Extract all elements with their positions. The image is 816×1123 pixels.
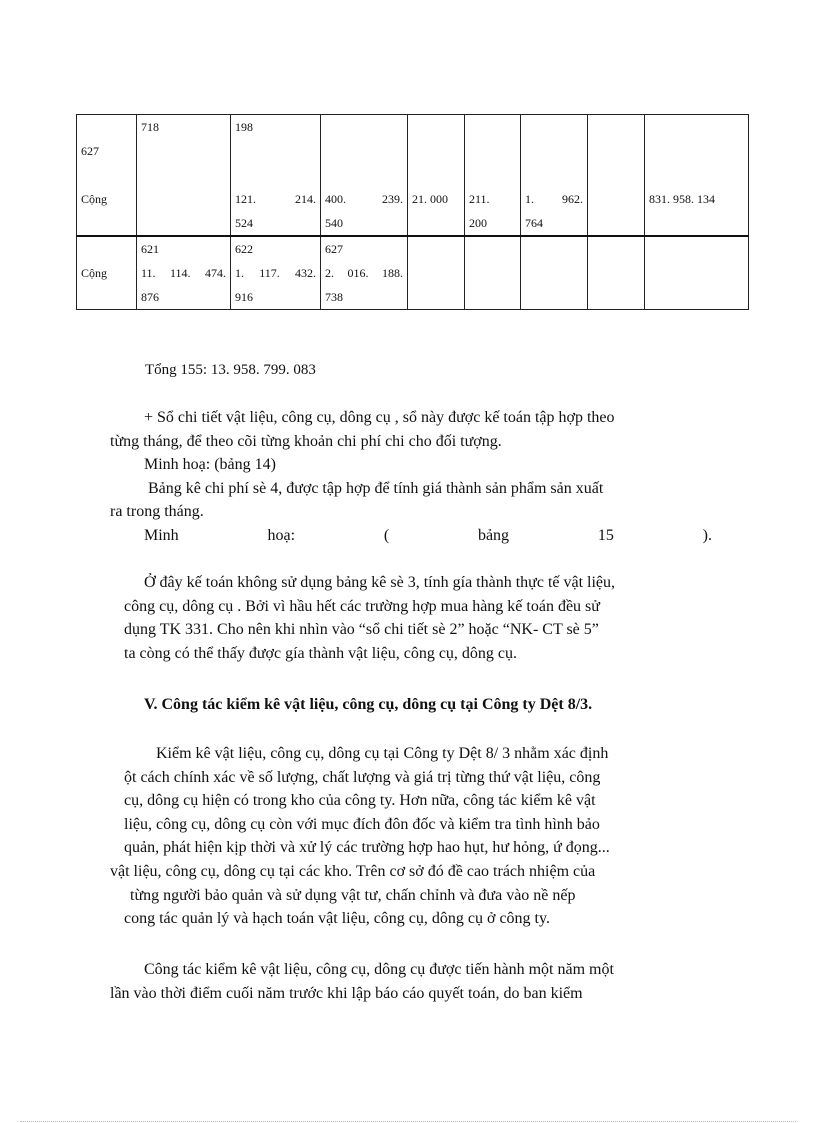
- table-cell: [521, 236, 588, 310]
- table-cell: [588, 115, 645, 237]
- paragraph: Công tác kiểm kê vật liệu, công cụ, dông cụ được tiến hành một năm một lần vào thời điểm cuối năm trước khi lập báo cáo quyết toán, do ban kiểm: [110, 961, 614, 1002]
- table-cell: 400. 239. 540: [321, 115, 408, 237]
- table-cell: [588, 236, 645, 310]
- paragraph: Ở đây kế toán không sử dụng bảng kê sè 3, tính gía thành thực tế vật liệu, công cụ, dông cụ . Bởi vì hầu hết các trường hợp mua hàng kế toán đều sử dụng TK 331. Cho nên khi nhìn vào “sổ chi tiết sè 2” hoặc “NK- CT sè 5” ta còng có thể thấy được gía thành vật liệu, công cụ, dông cụ.: [124, 574, 616, 662]
- table-cell: 627 Cộng: [77, 115, 137, 237]
- paragraph: Kiểm kê vật liệu, công cụ, dông cụ tại Công ty Dệt 8/ 3 nhằm xác định ột cách chính xác về số lượng, chất lượng và giá trị từng thứ vật liệu, công cụ, dông cụ hiện có trong kho của công ty. Hơn nữa, công tác kiểm kê vật liệu, công cụ, dông cụ còn với mục đích đôn đốc và kiểm tra tình hình bảo quản, phát hiện kịp thời và xử lý các trường hợp hao hụt, hư hỏng, ứ đọng... vật liệu, công cụ, dông cụ tại các kho. Trên cơ sở đó đề cao trách nhiệm của từng người bảo quản và sử dụng vật tư, chấn chỉnh và đưa vào nề nếp cong tác quản lý và hạch toán vật liệu, công cụ, dông cụ ở công ty.: [110, 745, 610, 928]
- paragraph: + Sổ chi tiết vật liệu, công cụ, dông cụ , sổ này được kế toán tập hợp theo từng tháng, để theo cõi từng khoản chi phí chi cho đối tượng. Minh hoạ: (bảng 14) Bảng kê chi phí sè 4, được tập hợp để tính giá thành sản phẩm sản xuất ra trong tháng. Minh hoạ: ( bảng 15 ).: [110, 409, 712, 544]
- table-cell: 21. 000: [408, 115, 465, 237]
- total-line: Tổng 155: 13. 958. 799. 083: [145, 362, 316, 378]
- table-cell: 831. 958. 134: [645, 115, 749, 237]
- table-cell: 1. 962. 764: [521, 115, 588, 237]
- table-cell: 622 1. 117. 432. 916: [231, 236, 321, 310]
- table-row: [77, 236, 749, 310]
- table-cell: 627 2. 016. 188. 738: [321, 236, 408, 310]
- table-cell: [465, 236, 521, 310]
- table-cell: [408, 236, 465, 310]
- table-cell: 718: [137, 115, 231, 237]
- table-cell: [645, 236, 749, 310]
- table-cell: Cộng: [77, 236, 137, 310]
- section-heading: V. Công tác kiểm kê vật liệu, công cụ, dông cụ tại Công ty Dệt 8/3.: [144, 696, 593, 713]
- table-cell: 198 121. 214. 524: [231, 115, 321, 237]
- table-cell: 211. 200: [465, 115, 521, 237]
- cost-table: [76, 114, 749, 310]
- table-cell: 621 11. 114. 474. 876: [137, 236, 231, 310]
- table-row: [77, 115, 749, 237]
- page-divider: [20, 1121, 796, 1122]
